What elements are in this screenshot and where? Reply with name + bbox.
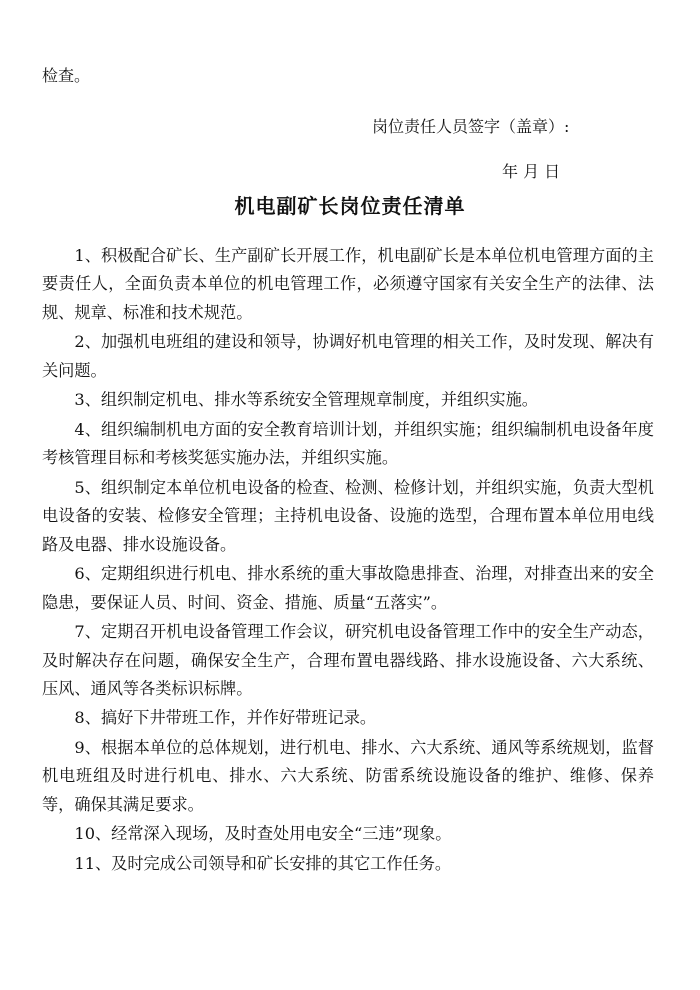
responsibility-list: [42, 242, 654, 880]
responsibility-item-7: 7、定期召开机电设备管理工作会议，研究机电设备管理工作中的安全生产动态，及时解决存在问题，确保安全生产，合理布置电器线路、排水设施设备、六大系统、压风、通风等各类标识标牌。: [42, 622, 654, 698]
responsibility-item-9: 9、根据本单位的总体规划，进行机电、排水、六大系统、通风等系统规划，监督机电班组及时进行机电、排水、六大系统、防雷系统设施设备的维护、维修、保养等，确保其满足要求。: [42, 738, 654, 814]
responsibility-item-6: 6、定期组织进行机电、排水系统的重大事故隐患排查、治理，对排查出来的安全隐患，要保证人员、时间、资金、措施、质量“五落实”。: [42, 564, 654, 612]
responsibility-item-8: 8、搞好下井带班工作，并作好带班记录。: [74, 708, 377, 728]
responsibility-item-11: 11、及时完成公司领导和矿长安排的其它工作任务。: [74, 854, 452, 874]
responsibility-item-2: 2、加强机电班组的建设和领导，协调好机电管理的相关工作，及时发现、解决有关问题。: [42, 332, 654, 380]
document-title: 机电副矿长岗位责任清单: [234, 194, 466, 218]
responsibility-item-4: 4、组织编制机电方面的安全教育培训计划，并组织实施；组织编制机电设备年度考核管理目标和考核奖惩实施办法，并组织实施。: [42, 419, 654, 468]
responsibility-item-1: 1、积极配合矿长、生产副矿长开展工作，机电副矿长是本单位机电管理方面的主要责任人，全面负责本单位的机电管理工作，必须遵守国家有关安全生产的法律、法规、规章、标准和技术规范。: [42, 246, 654, 322]
responsibility-item-3: 3、组织制定机电、排水等系统安全管理规章制度，并组织实施。: [74, 390, 538, 410]
responsibility-item-5: 5、组织制定本单位机电设备的检查、检测、检修计划，并组织实施，负责大型机电设备的安装、检修安全管理；主持机电设备、设施的选型，合理布置本单位用电线路及电器、排水设施设备。: [42, 477, 654, 554]
responsibility-item-10: 10、经常深入现场，及时查处用电安全“三违”现象。: [74, 824, 452, 844]
date-line: 年 月 日: [502, 162, 561, 181]
previous-text-fragment: 检查。: [42, 66, 91, 85]
signature-label: 岗位责任人员签字（盖章）:: [372, 117, 570, 136]
